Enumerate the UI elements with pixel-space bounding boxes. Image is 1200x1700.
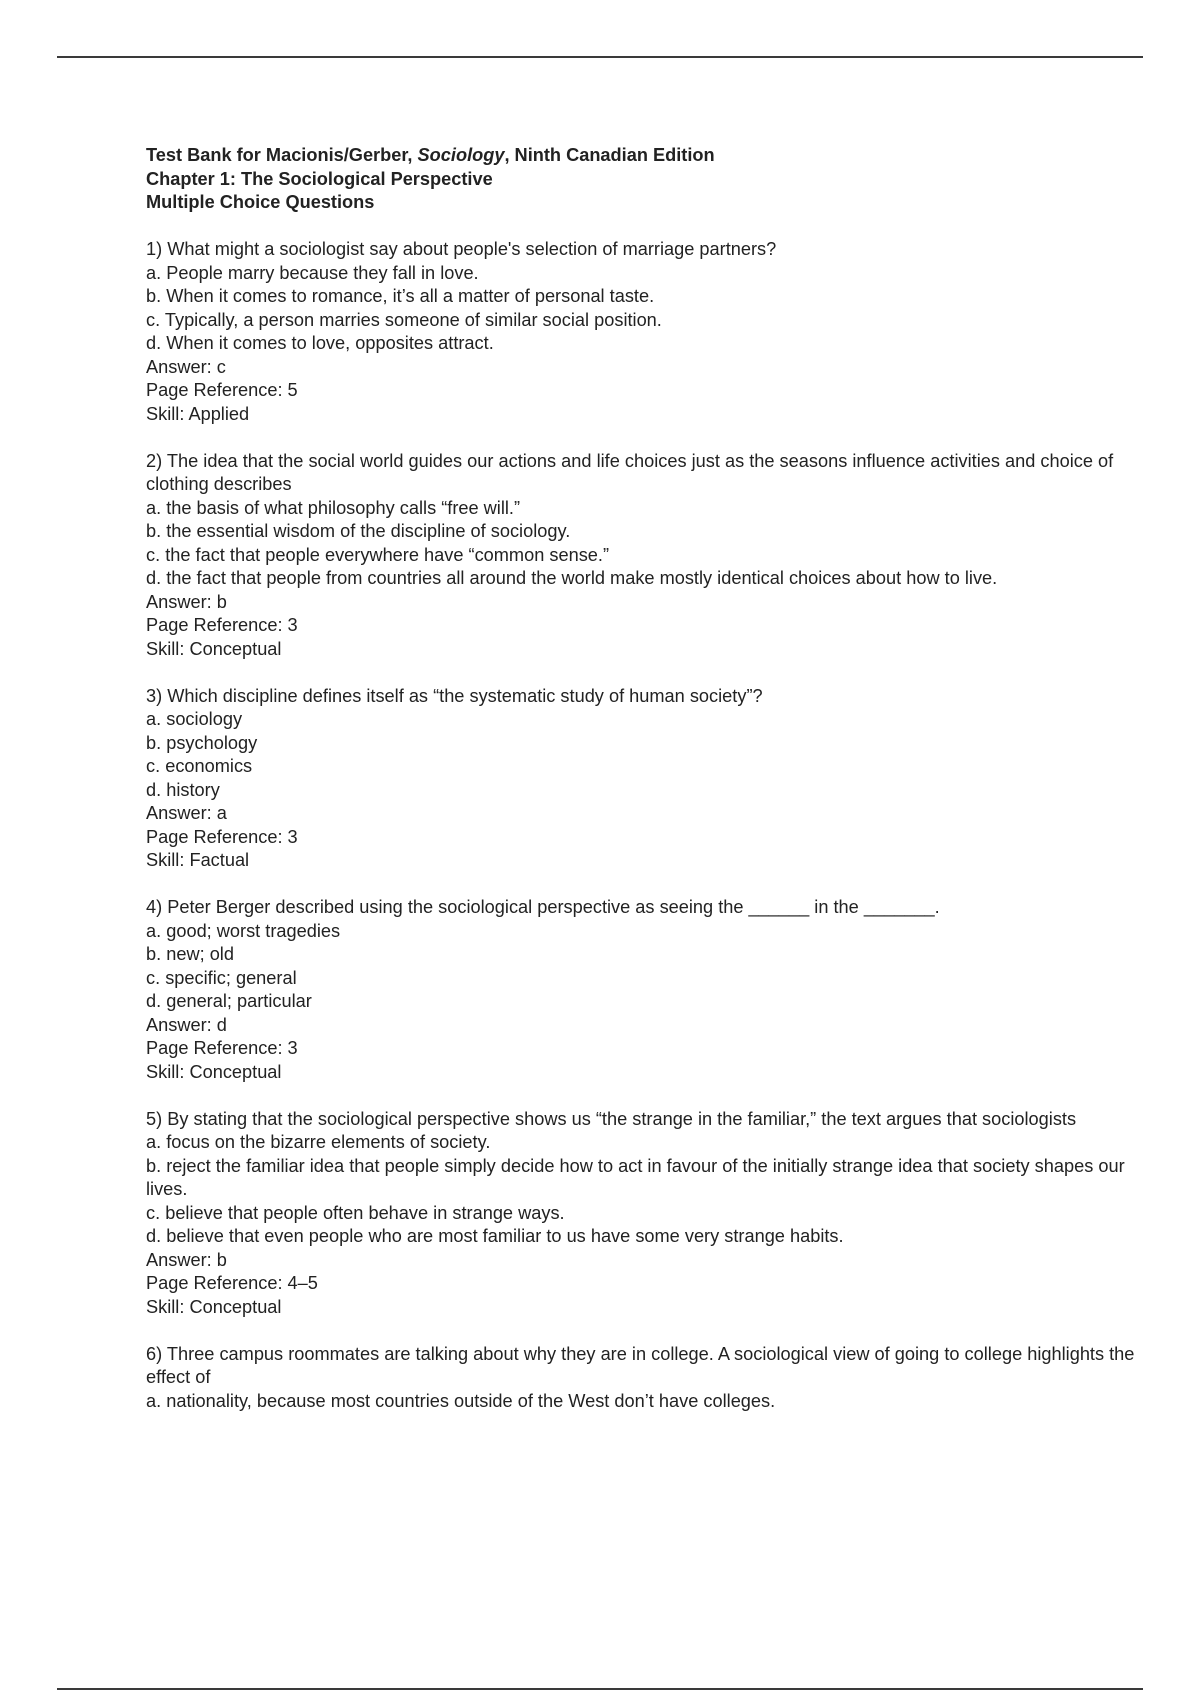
- question-stem: 3) Which discipline defines itself as “the systematic study of human society”?: [146, 685, 763, 706]
- question-stem: 2) The idea that the social world guides our actions and life choices just as the seasons influence activities and choice of clothing describes: [146, 450, 1114, 494]
- option-d: d. history: [146, 779, 220, 800]
- option-a: a. the basis of what philosophy calls “free will.”: [146, 497, 521, 518]
- option-b: b. psychology: [146, 732, 258, 753]
- question-6: [146, 1343, 1146, 1414]
- top-rule: [57, 56, 1143, 58]
- option-a: a. sociology: [146, 709, 243, 729]
- answer: Answer: a: [146, 803, 227, 823]
- option-a: a. good; worst tragedies: [146, 920, 341, 941]
- question-3: [146, 685, 1146, 873]
- header-title: [146, 144, 1146, 168]
- header-title-prefix: Test Bank for Macionis/Gerber,: [146, 145, 418, 165]
- option-a: a. People marry because they fall in love.: [146, 262, 479, 283]
- page-reference: Page Reference: 4–5: [146, 1273, 318, 1293]
- page-reference: Page Reference: 3: [146, 615, 298, 635]
- option-d: d. believe that even people who are most familiar to us have some very strange habits.: [146, 1226, 844, 1246]
- skill: Skill: Conceptual: [146, 1296, 282, 1317]
- option-b: b. new; old: [146, 944, 234, 964]
- question-5: [146, 1108, 1146, 1320]
- option-d: d. general; particular: [146, 991, 312, 1011]
- option-c: c. the fact that people everywhere have “common sense.”: [146, 544, 610, 565]
- document-body: [146, 144, 1146, 1437]
- question-stem: 6) Three campus roommates are talking about why they are in college. A sociological view of going to college highlights the effect of: [146, 1343, 1135, 1387]
- option-a: a. focus on the bizarre elements of society.: [146, 1132, 491, 1152]
- question-stem: 5) By stating that the sociological perspective shows us “the strange in the familiar,” the text argues that sociologists: [146, 1108, 1077, 1129]
- option-b: b. reject the familiar idea that people simply decide how to act in favour of the initially strange idea that society shapes our lives.: [146, 1155, 1125, 1199]
- option-d: d. When it comes to love, opposites attract.: [146, 333, 494, 353]
- page-reference: Page Reference: 3: [146, 1038, 298, 1058]
- answer: Answer: d: [146, 1014, 227, 1035]
- option-b: b. When it comes to romance, it’s all a matter of personal taste.: [146, 286, 655, 306]
- option-b: b. the essential wisdom of the discipline of sociology.: [146, 521, 571, 541]
- chapter-title: Chapter 1: The Sociological Perspective: [146, 168, 493, 189]
- question-stem: 4) Peter Berger described using the sociological perspective as seeing the ______ in the _______.: [146, 897, 940, 917]
- option-a: a. nationality, because most countries outside of the West don’t have colleges.: [146, 1390, 776, 1411]
- option-c: c. believe that people often behave in strange ways.: [146, 1202, 565, 1223]
- answer: Answer: b: [146, 1249, 227, 1270]
- option-d: d. the fact that people from countries all around the world make mostly identical choices about how to live.: [146, 568, 998, 588]
- answer: Answer: b: [146, 591, 227, 612]
- bottom-rule: [57, 1688, 1143, 1690]
- skill: Skill: Conceptual: [146, 1061, 282, 1082]
- skill: Skill: Conceptual: [146, 638, 282, 659]
- option-c: c. economics: [146, 756, 253, 776]
- skill: Skill: Applied: [146, 403, 250, 424]
- skill: Skill: Factual: [146, 850, 250, 870]
- page-reference: Page Reference: 3: [146, 826, 298, 847]
- question-2: [146, 450, 1146, 662]
- answer: Answer: c: [146, 356, 226, 377]
- header-title-book: Sociology: [417, 145, 505, 165]
- page-reference: Page Reference: 5: [146, 380, 298, 400]
- option-c: c. specific; general: [146, 967, 297, 988]
- document-header: [146, 144, 1146, 215]
- question-stem: 1) What might a sociologist say about people's selection of marriage partners?: [146, 239, 777, 259]
- question-1: [146, 238, 1146, 426]
- section-title: Multiple Choice Questions: [146, 192, 375, 212]
- option-c: c. Typically, a person marries someone of similar social position.: [146, 309, 662, 330]
- header-title-suffix: , Ninth Canadian Edition: [504, 145, 715, 165]
- question-4: [146, 896, 1146, 1084]
